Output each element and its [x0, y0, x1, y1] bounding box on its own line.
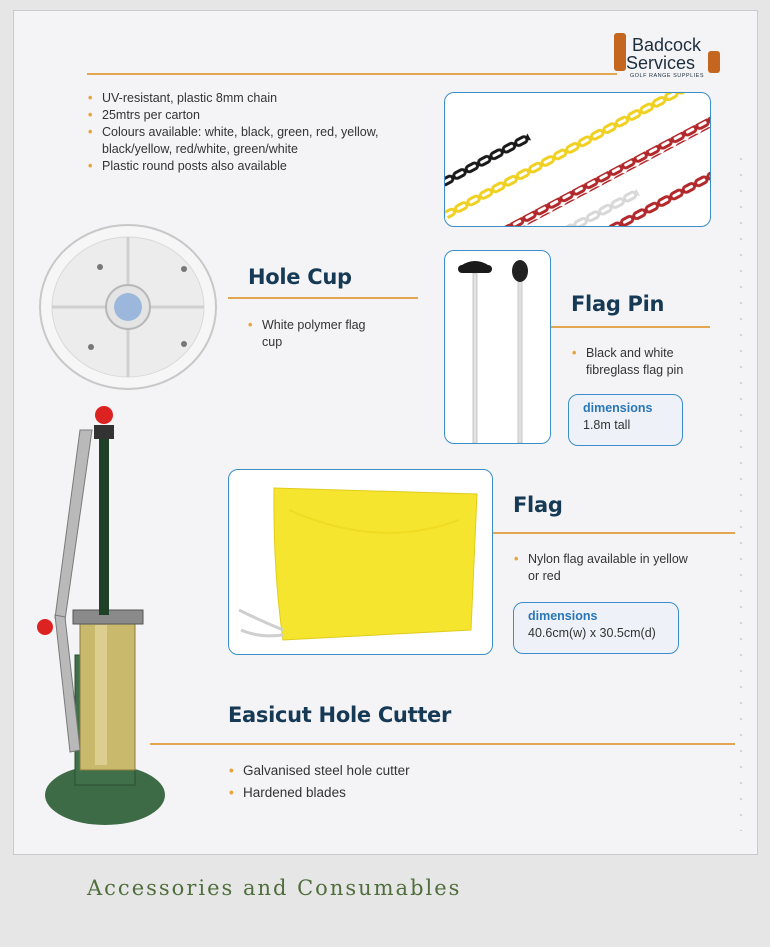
chain-bullet: • 25mtrs per carton — [88, 107, 418, 124]
flag-pin-rule — [551, 326, 710, 328]
dimensions-label: dimensions — [528, 609, 598, 623]
dimensions-value: 40.6cm(w) x 30.5cm(d) — [528, 626, 656, 640]
hole-cup-photo — [38, 222, 218, 392]
chain-bullets — [88, 90, 418, 175]
hole-cup-title: Hole Cup — [248, 265, 352, 289]
flag-photo — [228, 469, 493, 655]
hole-cutter-bullet: • Galvanised steel hole cutter — [229, 760, 489, 782]
hole-cup-bullet: • White polymer flag cup — [248, 317, 378, 351]
flag-pin-title: Flag Pin — [571, 292, 665, 316]
hole-cup-rule — [228, 297, 418, 299]
flag-title: Flag — [513, 493, 563, 517]
flag-bullets — [514, 551, 694, 585]
flag-bullet: • Nylon flag available in yellow or red — [514, 551, 694, 585]
hole-cutter-bullets — [229, 760, 489, 804]
dimensions-label: dimensions — [583, 401, 653, 415]
top-rule — [87, 73, 617, 75]
hole-cutter-rule — [150, 743, 735, 745]
logo-line1: Badcock — [632, 35, 702, 55]
company-logo — [612, 31, 724, 77]
flag-pin-dimensions — [568, 394, 683, 446]
hole-cutter-bullet: • Hardened blades — [229, 782, 489, 804]
hole-cutter-title: Easicut Hole Cutter — [228, 703, 452, 727]
chain-bullet: • UV-resistant, plastic 8mm chain — [88, 90, 418, 107]
hole-cup-bullets — [248, 317, 378, 351]
logo-line2: Services — [626, 53, 696, 73]
flag-pin-bullets — [572, 345, 722, 379]
chain-bullet: • Plastic round posts also available — [88, 158, 418, 175]
chain-bullet: • Colours available: white, black, green, red, yellow, black/yellow, red/white, green/white — [88, 124, 418, 158]
flag-rule — [493, 532, 735, 534]
dotted-margin — [738, 151, 744, 831]
hole-cutter-photo — [35, 405, 185, 830]
footer-title: Accessories and Consumables — [87, 876, 462, 900]
flag-pin-bullet: • Black and white fibreglass flag pin — [572, 345, 722, 379]
flag-pin-photo — [444, 250, 551, 444]
flag-dimensions — [513, 602, 679, 654]
chain-photo — [444, 92, 711, 227]
dimensions-value: 1.8m tall — [583, 418, 631, 432]
logo-tagline: GOLF RANGE SUPPLIES — [630, 73, 704, 77]
